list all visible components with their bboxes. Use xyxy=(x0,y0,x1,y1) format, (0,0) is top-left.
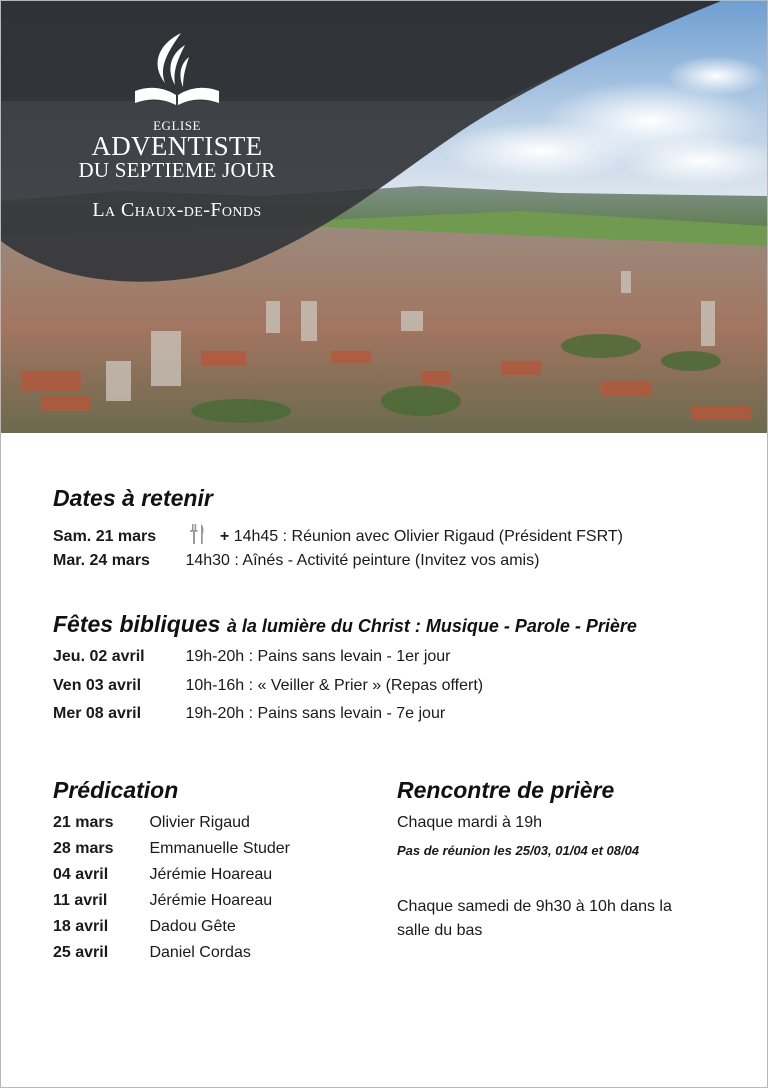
row-date: 18 avril xyxy=(53,918,109,935)
plus-sign: + xyxy=(219,528,230,545)
feasts-title-main: Fêtes bibliques xyxy=(53,611,221,637)
row-text: 14h45 : Réunion avec Olivier Rigaud (Président FSRT) xyxy=(233,528,623,545)
fork-knife-icon xyxy=(189,524,207,549)
preaching-row xyxy=(53,866,272,884)
preacher-name: Jérémie Hoareau xyxy=(149,892,273,909)
preacher-name: Olivier Rigaud xyxy=(149,814,250,831)
feast-row xyxy=(53,648,451,666)
row-date: Mar. 24 mars xyxy=(53,552,150,569)
row-text: 14h30 : Aînés - Activité peinture (Invitez vos amis) xyxy=(185,552,540,569)
feast-row xyxy=(53,705,445,723)
preaching-row xyxy=(53,944,251,962)
logo-line-2: ADVENTISTE xyxy=(91,131,263,161)
date-row xyxy=(53,552,539,570)
date-row xyxy=(53,524,623,549)
feast-row xyxy=(53,677,483,695)
preacher-name: Dadou Gête xyxy=(149,918,236,935)
feasts-title xyxy=(53,611,637,638)
row-date: 28 mars xyxy=(53,840,114,857)
preacher-name: Emmanuelle Studer xyxy=(149,840,290,857)
row-date: Mer 08 avril xyxy=(53,705,142,722)
feasts-subtitle: à la lumière du Christ : Musique - Parole - Prière xyxy=(226,616,637,636)
row-date: Ven 03 avril xyxy=(53,677,142,694)
row-date: 25 avril xyxy=(53,944,109,961)
prayer-note: Pas de réunion les 25/03, 01/04 et 08/04 xyxy=(397,843,640,858)
prayer-saturday-line1: Chaque samedi de 9h30 à 10h dans la xyxy=(397,898,672,915)
prayer-tuesday: Chaque mardi à 19h xyxy=(397,814,542,831)
preacher-name: Jérémie Hoareau xyxy=(149,866,273,883)
logo-line-1: EGLISE xyxy=(153,118,201,133)
preaching-title: Prédication xyxy=(53,777,179,803)
row-text: 19h-20h : Pains sans levain - 7e jour xyxy=(185,705,446,722)
row-text: 19h-20h : Pains sans levain - 1er jour xyxy=(185,648,451,665)
row-date: Jeu. 02 avril xyxy=(53,648,145,665)
preacher-name: Daniel Cordas xyxy=(149,944,251,961)
church-logo xyxy=(61,25,293,222)
header-photo xyxy=(1,1,767,433)
preaching-row xyxy=(53,840,290,858)
preaching-row xyxy=(53,814,250,832)
city-name: La Chaux-de-Fonds xyxy=(92,199,262,221)
preaching-row xyxy=(53,892,272,910)
row-text: 10h-16h : « Veiller & Prier » (Repas offert) xyxy=(185,677,484,694)
prayer-saturday-line2: salle du bas xyxy=(397,922,483,939)
row-date: Sam. 21 mars xyxy=(53,528,157,545)
prayer-title: Rencontre de prière xyxy=(397,777,615,803)
logo-line-3: DU SEPTIEME JOUR xyxy=(78,158,276,182)
row-date: 21 mars xyxy=(53,814,114,831)
preaching-row xyxy=(53,918,236,936)
dates-title: Dates à retenir xyxy=(53,485,213,511)
flame-bible-icon xyxy=(129,25,225,111)
row-date: 11 avril xyxy=(53,892,108,909)
row-date: 04 avril xyxy=(53,866,109,883)
